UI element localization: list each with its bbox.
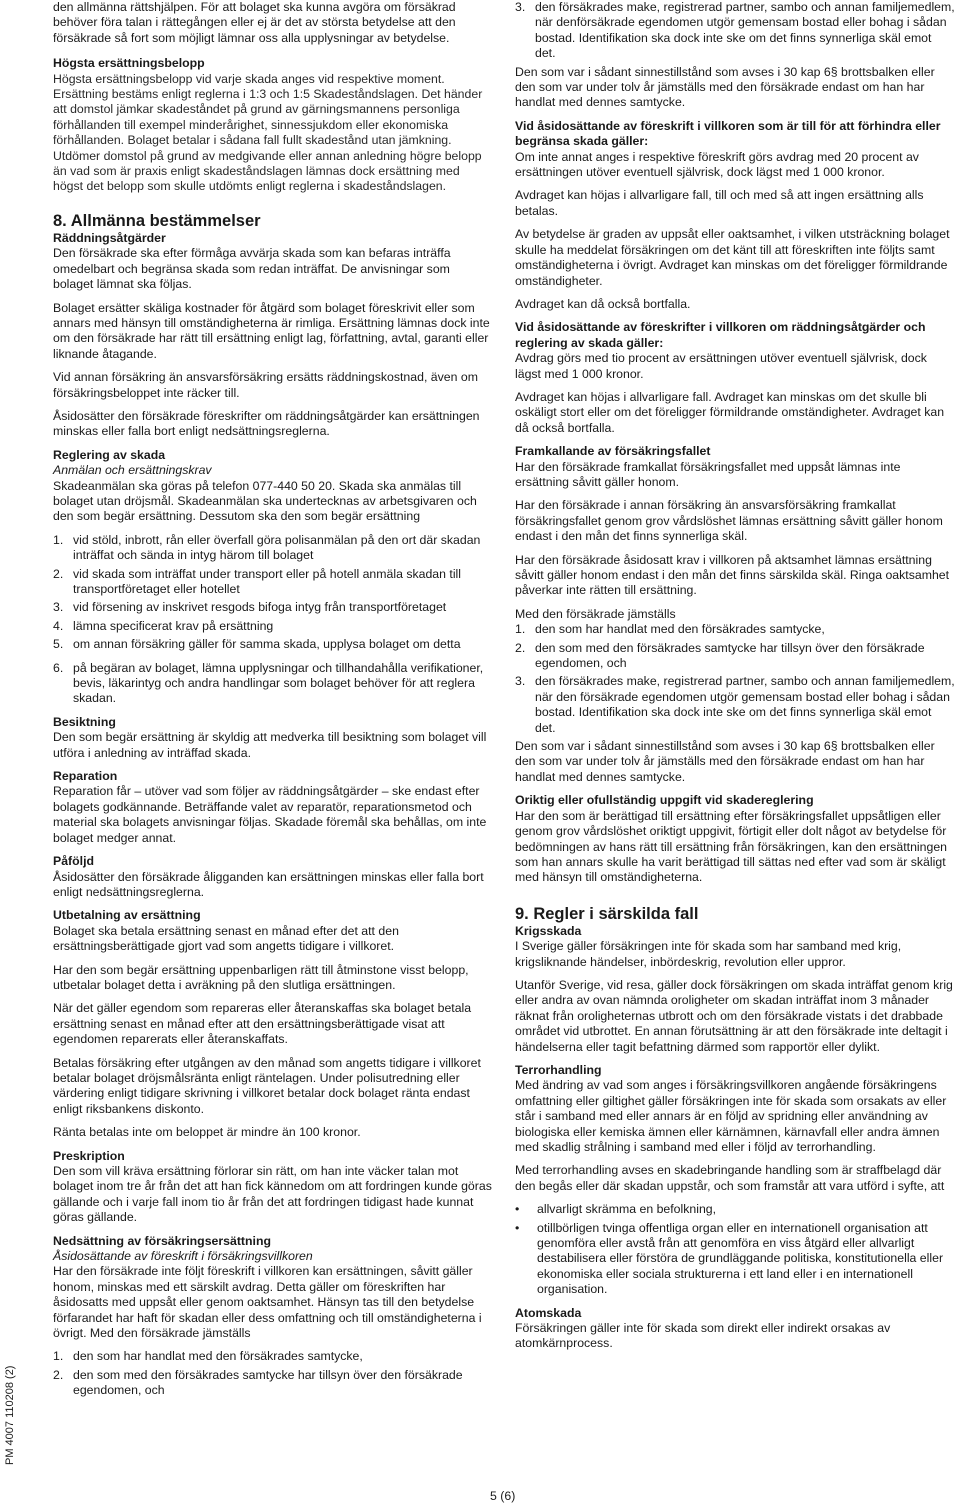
list-item: • allvarligt skrämma en befolkning, [515, 1202, 717, 1217]
heading-utbetalning: Utbetalning av ersättning [53, 908, 201, 923]
paragraph: Avdrag görs med tio procent av ersättningen utöver eventuell självrisk, dock lägst med 1 000 kronor. [515, 351, 927, 381]
list-item: 2. den som med den försäkrades samtycke har tillsyn över den försäkrade egendomen, och [53, 1367, 463, 1398]
list-item: 5. om annan försäkring gäller för samma skada, upplysa bolaget om detta [53, 637, 461, 652]
paragraph: Ränta betalas inte om beloppet är mindre än 100 kronor. [53, 1125, 361, 1140]
heading-oriktig-uppgift: Oriktig eller ofullständig uppgift vid skadereglering [515, 793, 814, 808]
paragraph: Den som begär ersättning är skyldig att medverka till besiktning som bolaget vill utföra i anledning av inträffad skada. [53, 730, 487, 760]
paragraph: Har den försäkrade inte följt föreskrift i villkoren kan ersättningen, såvitt gäller honom, minskas med ett särskilt avdrag. Detta gäller om föreskriften har åsidosatts med uppsåt eller genom oaktsamhet. Hänsyn tas till den betydelse förfarandet har haft för skadan eller dess omfattning och till omständigheterna i övrigt. Med den försäkrade jämställs [53, 1264, 482, 1341]
paragraph: Om inte annat anges i respektive föreskrift görs avdrag med 20 procent av ersättningen utöver eventuell självrisk, dock lägst med 1 000 kronor. [515, 149, 919, 180]
heading-framkallande: Framkallande av försäkringsfallet [515, 444, 711, 459]
left-column [53, 0, 493, 1407]
paragraph: Har den som är berättigad till ersättning efter försäkringsfallet uppsåtligen eller genom grov vårdslöshet oriktigt uppgivit, förtigit eller dolt något av betydelse för bedömningen av hans rätt till ersättning från försäkringen, kan den ersättningen som han annars skulle ha varit berättigad till sättas ned efter vad som är skäligt med hänsyn till omständigheterna. [515, 808, 948, 885]
heading-vid-asidosattande-1: Vid åsidosättande av föreskrift i villkoren som är till för att förhindra eller begränsa skada gäller: [515, 118, 941, 149]
paragraph: Avdraget kan höjas i allvarligare fall, till och med så att ingen ersättning alls betalas. [515, 188, 924, 218]
paragraph: Har den försäkrade åsidosatt krav i villkoren på aktsamhet lämnas ersättning såvitt gäller honom endast i den mån det finns särskilda skäl. Ringa oaktsamhet påverkar inte rätten till ersättning. [515, 552, 950, 598]
list-item: 3. den försäkrades make, registrerad partner, sambo och annan familjemedlem, när denförsäkrade egendomen utgör gemensam bostad eller bohag i sådan bostad. Identifikation ska dock inte ske om det finns synnerliga skäl emot det. [515, 0, 955, 61]
list-item: 1. vid stöld, inbrott, rån eller överfall göra polisanmälan på den ort där skadan inträffat och sända in intyg härom till bolaget [53, 532, 481, 563]
paragraph: Den som var i sådant sinnestillstånd som avses i 30 kap 6§ brottsbalken eller den som var under tolv år jämställs med den försäkrade endast om han har handlat med dennes samtycke. [515, 64, 935, 110]
list-item: 2. vid skada som inträffat under transport eller på hotell anmäla skadan till transportföretaget eller hotellet [53, 566, 462, 596]
paragraph: Med ändring av vad som anges i försäkringsvillkoren angående försäkringens omfattning eller giltighet gäller försäkringen inte för skada som orsakats av eller står i samband med eller annars är en följd av spridning eller användning av biologiska eller kemiska ämnen eller kärnämnen, kärnavfall eller andra ämnen med skadlig strålning i samband med eller i följd av terrorhandling. [515, 1078, 947, 1154]
paragraph: Den som var i sådant sinnestillstånd som avses i 30 kap 6§ brottsbalken eller den som var under tolv år jämställs med den försäkrade endast om han har handlat med dennes samtycke. [515, 739, 935, 784]
list-item: 1. den som har handlat med den försäkrades samtycke, [515, 622, 825, 637]
page-number: 5 (6) [490, 1489, 516, 1503]
list-item: • otillbörligen tvinga offentliga organ eller en internationell organisation att genomföra eller avstå från att genomföra en viss åtgärd eller allvarligt destabilisera eller förstöra de grundläggande politiska, konstitutionella eller ekonomiska eller sociala strukturerna i ett land eller i en internationell organisation. [515, 1220, 944, 1297]
paragraph: Bolaget ska betala ersättning senast en månad efter det att den ersättningsberättigade gjort vad som angetts tidigare i villkoret. [53, 923, 399, 954]
heading-krigsskada: Krigsskada [515, 923, 582, 938]
paragraph: I Sverige gäller försäkringen inte för skada som har samband med krig, krigsliknande händelser, inbördeskrig, revolution eller uppror. [515, 939, 902, 969]
section-title-8: 8. Allmänna bestämmelser [53, 211, 261, 230]
list-item: 4. lämna specificerat krav på ersättning [53, 618, 274, 633]
paragraph: Med terrorhandling avses en skadebringande handling som är straffbelagd där den begås eller där skadan uppstår, och som framstår att vara utförd i syfte, att [515, 1163, 945, 1193]
paragraph: den allmänna rättshjälpen. För att bolaget ska kunna avgöra om försäkrad behöver föra talan i rättegången eller ej är det av största betydelse att den försäkrade så fort som möjligt lämnar oss alla upplysningar av betydelse. [53, 0, 456, 45]
paragraph: Åsidosätter den försäkrade åligganden kan ersättningen minskas eller falla bort enligt nedsättningsreglerna. [53, 869, 484, 899]
paragraph: Av betydelse är graden av uppsåt eller oaktsamhet, i vilken utsträckning bolaget skulle ha meddelat försäkringen om det känt till att föreskriften inte följts samt omständigheterna i övrigt. Avdraget kan minskas om det föreligger förmildrande omständigheter. [515, 227, 950, 288]
heading-paföljd: Påföljd [53, 854, 94, 869]
right-column [515, 0, 955, 1360]
paragraph: Har den som begär ersättning uppenbarligen rätt till åtminstone visst belopp, utbetalar bolaget detta i avräkning på den slutliga ersättningen. [53, 962, 469, 992]
paragraph: När det gäller egendom som repareras eller återanskaffas ska bolaget betala ersättning senast en månad efter att den ersättningsberättigade visat att egendomen reparerats eller återanskaffats. [53, 1001, 472, 1047]
list-item: 1. den som har handlat med den försäkrades samtycke, [53, 1349, 363, 1364]
paragraph: Avdraget kan höjas i allvarligare fall. Avdraget kan minskas om det skulle bli oskäligt stort eller om det föreligger förmildrande omständigheter. Avdraget kan då också bortfalla. [515, 389, 945, 435]
document-code: PM 4007 110208 (2) [4, 1365, 16, 1465]
heading-besiktning: Besiktning [53, 714, 116, 729]
paragraph: Åsidosätter den försäkrade föreskrifter om räddningsåtgärder kan ersättningen minskas eller falla bort enligt nedsättningsreglerna. [53, 408, 480, 439]
paragraph: Bolaget ersätter skäliga kostnader för åtgärd som bolaget föreskrivit eller som annars med hänsyn till omständigheterna är rimliga. Ersättning lämnas dock inte om den försäkrade har rätt till ersättning enligt lag, författning, avtal, garanti eller liknande åtagande. [53, 300, 490, 361]
heading-atomskada: Atomskada [515, 1305, 582, 1320]
heading-reparation: Reparation [53, 769, 118, 784]
paragraph: Har den försäkrade i annan försäkring än ansvarsförsäkring framkallat försäkringsfallet genom grov vårdslöshet lämnas ersättning såvitt gäller honom endast i den mån det finns synnerliga skäl. [515, 498, 943, 544]
list-item: 6. på begäran av bolaget, lämna upplysningar och tillhandahålla verifikationer, bevis, läkarintyg och andra handlingar som bolaget behöver för att reglera skadan. [53, 660, 484, 706]
heading-preskription: Preskription [53, 1148, 125, 1163]
heading-hogsta: Högsta ersättningsbelopp [53, 56, 205, 71]
paragraph: Har den försäkrade framkallat försäkringsfallet med uppsåt lämnas inte ersättning såvitt gäller honom. [515, 459, 901, 489]
paragraph: Reparation får – utöver vad som följer av räddningsåtgärder – ske endast efter bolagets godkännande. Beträffande valet av reparatör, reparationsmetod och material ska bolagets anvisningar följas. Skadade föremål ska behållas, om inte bolaget medger annat. [53, 784, 487, 845]
paragraph: Betalas försäkring efter utgången av den månad som angetts tidigare i villkoret betalar bolaget dröjsmålsränta enligt räntelagen. Under polisutredning eller värdering enligt tidigare skrivning i villkoret betalar dock bolaget ränta endast enligt riksbankens diskonto. [53, 1055, 481, 1116]
paragraph: Den försäkrade ska efter förmåga avvärja skada som kan befaras inträffa omedelbart och begränsa skada som redan inträffat. De anvisningar som bolaget lämnat ska följas. [53, 246, 451, 292]
numbered-list [53, 1349, 493, 1398]
section-title-9: 9. Regler i särskilda fall [515, 904, 699, 923]
heading-raddning: Räddningsåtgärder [53, 230, 166, 245]
list-item: 2. den som med den försäkrades samtycke har tillsyn över den försäkrade egendomen, och [515, 640, 925, 671]
list-item: 3. den försäkrades make, registrerad partner, sambo och annan familjemedlem, när den försäkrade egendomen utgör gemensam bostad eller bohag i sådan bostad. Identifikation ska dock inte ske om det finns synnerliga skäl emot det. [515, 674, 955, 735]
paragraph: Vid annan försäkring än ansvarsförsäkring ersätts räddningskostnad, även om försäkringsbeloppet inte räcker till. [53, 370, 478, 400]
heading-terrorhandling: Terrorhandling [515, 1062, 602, 1077]
paragraph: Skadeanmälan ska göras på telefon 077-440 50 20. Skada ska anmälas till bolaget utan dröjsmål. Skadeanmälan ska undertecknas av arbetsgivaren och den som begär ersättning. Dessutom ska den som begär ersättning [53, 478, 477, 524]
paragraph: Den som vill kräva ersättning förlorar sin rätt, om han inte väcker talan mot bolaget inom tre år från det att han fick kännedom om att fordringen kunde göras gällande och i varje fall inom tio år från det att fordringen tidigast hade kunnat göras gällande. [53, 1164, 492, 1225]
subheading-asidosattande: Åsidosättande av föreskrift i försäkringsvillkoren [53, 1249, 313, 1264]
numbered-list [515, 622, 955, 736]
heading-vid-asidosattande-2: Vid åsidosättande av föreskrifter i villkoren om räddningsåtgärder och reglering av skada gäller: [515, 320, 926, 350]
paragraph: Avdraget kan då också bortfalla. [515, 296, 691, 311]
paragraph: Försäkringen gäller inte för skada som direkt eller indirekt orsakas av atomkärnprocess. [515, 1321, 891, 1351]
list-item: 3. vid försening av inskrivet resgods bifoga intyg från transportföretaget [53, 600, 447, 615]
heading-reglering: Reglering av skada [53, 447, 166, 462]
numbered-list [53, 533, 493, 707]
numbered-list [515, 0, 955, 62]
paragraph: Utanför Sverige, vid resa, gäller dock försäkringen om skada inträffat genom krig eller andra av ovan nämnda oroligheter om skadan inträffat inom 3 månader räknat från oroligheternas utbrott och om den försäkrade vistats i det drabbade området vid utbrottet. En annan förutsättning är att den försäkrade inte deltagit i händelserna eller tagit befattning därmed som rapportör eller dylikt. [515, 977, 953, 1054]
subheading-anmalan: Anmälan och ersättningskrav [53, 463, 212, 478]
bullet-list [515, 1202, 955, 1297]
paragraph: Ersättning bestäms enligt reglerna i 1:3 och 1:5 Skadeståndslagen. Det händer att domstol jämkar skadeståndet på grund av gärningsmannens personliga förhållanden till exempel minderårighet, sinnessjukdom eller ekonomiska förhållanden. Bolaget betalar i sådana fall fullt skadestånd utan jämkning. Utdömer domstol på grund av medgivande eller annan anledning högre belopp än vad som är praxis enligt skadeståndslagen lämnas dock ersättning med högst det belopp som skulle utdömts enligt reglerna i skadeståndslagen. [53, 87, 483, 194]
paragraph: Med den försäkrade jämställs [515, 606, 676, 621]
paragraph: Högsta ersättningsbelopp vid varje skada anges vid respektive moment. [53, 71, 445, 86]
heading-nedsattning: Nedsättning av försäkringsersättning [53, 1233, 271, 1248]
